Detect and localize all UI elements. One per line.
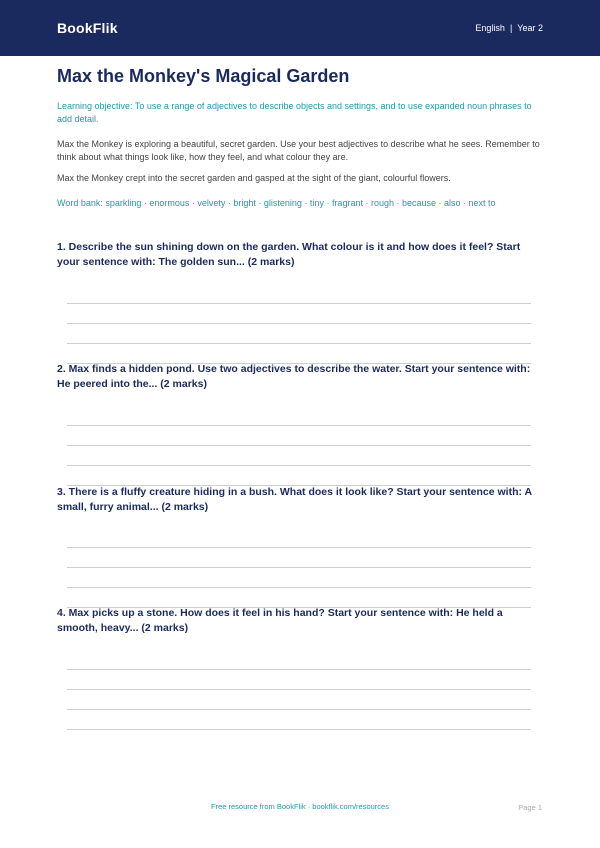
answer-line[interactable] (67, 465, 531, 466)
footer-link[interactable]: Free resource from BookFlik · bookflik.com/resources (211, 802, 389, 811)
answer-line[interactable] (67, 547, 531, 548)
intro-text: Max the Monkey is exploring a beautiful, secret garden. Use your best adjectives to describe what he sees. Remember to think about what things look like, how they feel, and what colour they are. (57, 139, 540, 162)
answer-line[interactable] (67, 323, 531, 324)
question-4: 4. Max picks up a stone. How does it feel in his hand? Start your sentence with: He held a smooth, heavy... (2 marks) (57, 607, 503, 634)
answer-line[interactable] (67, 343, 531, 344)
question-1: 1. Describe the sun shining down on the garden. What colour is it and how does it feel? Start your sentence with: The golden sun... (2 marks) (57, 241, 521, 268)
answer-line[interactable] (67, 669, 531, 670)
answer-line[interactable] (67, 709, 531, 710)
year-label: Year 2 (517, 23, 543, 33)
answer-line[interactable] (67, 303, 531, 304)
subject-label: English (475, 23, 505, 33)
page-header (0, 0, 600, 56)
example-sentence: Max the Monkey crept into the secret garden and gasped at the sight of the giant, colourful flowers. (57, 173, 451, 183)
question-3: 3. There is a fluffy creature hiding in a bush. What does it look like? Start your sentence with: A small, furry animal... (2 marks) (57, 486, 532, 513)
answer-line[interactable] (67, 425, 531, 426)
word-bank: Word bank: sparkling · enormous · velvety · bright · glistening · tiny · fragrant · rough · because · also · next to (57, 198, 496, 208)
meta-separator: | (509, 23, 513, 33)
answer-line[interactable] (67, 445, 531, 446)
brand-logo: BookFlik (57, 20, 118, 36)
page-title: Max the Monkey's Magical Garden (57, 66, 350, 86)
learning-objective: Learning objective: To use a range of adjectives to describe objects and settings, and to use expanded noun phrases to add detail. (57, 101, 532, 124)
subject-year (475, 23, 543, 33)
answer-line[interactable] (67, 689, 531, 690)
answer-line[interactable] (67, 567, 531, 568)
question-2: 2. Max finds a hidden pond. Use two adjectives to describe the water. Start your sentence with: He peered into the... (2 marks) (57, 363, 531, 390)
answer-line[interactable] (67, 587, 531, 588)
page-number: Page 1 (518, 803, 542, 812)
answer-line[interactable] (67, 729, 531, 730)
